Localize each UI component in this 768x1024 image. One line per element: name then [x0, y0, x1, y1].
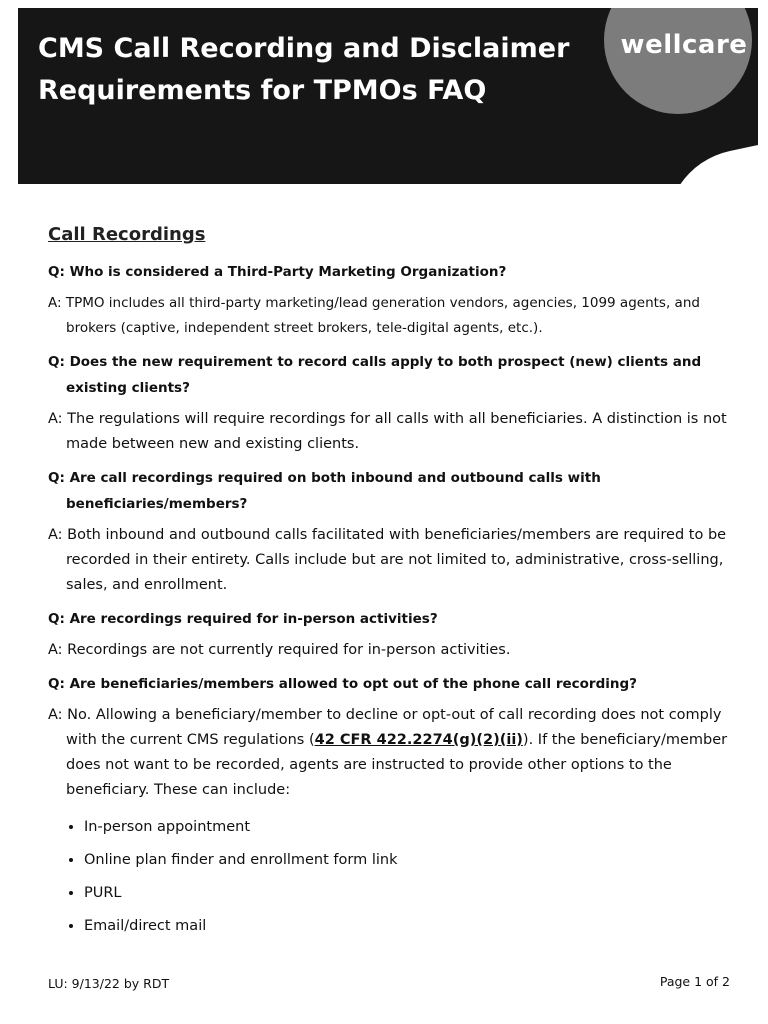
options-list — [48, 811, 738, 943]
page-number: Page 1 of 2 — [659, 974, 730, 989]
answer-5 — [48, 703, 738, 803]
qa-item-5 — [48, 671, 738, 943]
question-1: Q: Who is considered a Third-Party Marketing Organization? — [48, 264, 507, 280]
list-item: • In-person appointment — [84, 811, 738, 844]
list-item: • PURL — [84, 877, 738, 910]
title-line-1: CMS Call Recording and Disclaimer — [38, 33, 570, 64]
answer-5-part-2: ). If the beneficiary/member does not want to be recorded, agents are instructed to provide other options to the beneficiary. These can include: — [66, 732, 728, 798]
question-2: Q: Does the new requirement to record calls apply to both prospect (new) clients and existing clients? — [48, 354, 702, 396]
list-item: • Email/direct mail — [84, 910, 738, 943]
last-updated: LU: 9/13/22 by RDT — [48, 976, 170, 991]
banner-curve — [652, 130, 758, 184]
qa-item-4 — [48, 606, 738, 663]
title-line-2: Requirements for TPMOs FAQ — [38, 75, 487, 106]
answer-5-part-1: A: No. Allowing a beneficiary/member to decline or opt-out of call recording does not comply with the current CMS regulations ( — [48, 707, 722, 748]
wellcare-logo: wellcare — [620, 30, 748, 60]
regulation-citation: 42 CFR 422.2274(g)(2)(ii) — [314, 732, 523, 748]
answer-1: A: TPMO includes all third-party marketing/lead generation vendors, agencies, 1099 agents, and brokers (captive, independent street brokers, tele-digital agents, etc.). — [48, 295, 700, 336]
qa-item-1 — [48, 259, 738, 341]
answer-4: A: Recordings are not currently required for in-person activities. — [48, 642, 511, 658]
question-4: Q: Are recordings required for in-person activities? — [48, 611, 438, 627]
answer-2: A: The regulations will require recordings for all calls with all beneficiaries. A distinction is not made between new and existing clients. — [48, 411, 727, 452]
question-3: Q: Are call recordings required on both inbound and outbound calls with beneficiaries/members? — [48, 470, 601, 512]
faq-content — [48, 224, 738, 943]
question-5: Q: Are beneficiaries/members allowed to opt out of the phone call recording? — [48, 676, 637, 692]
qa-item-3 — [48, 465, 738, 598]
brand-circle — [604, 8, 752, 114]
list-item: • Online plan finder and enrollment form link — [84, 844, 738, 877]
qa-item-2 — [48, 349, 738, 457]
section-heading: Call Recordings — [48, 224, 206, 245]
document-title — [38, 28, 598, 112]
answer-3: A: Both inbound and outbound calls facilitated with beneficiaries/members are required to be recorded in their entirety. Calls include but are not limited to, administrative, cross-selling, sales, and enrollment. — [48, 527, 727, 593]
header-banner — [18, 8, 758, 184]
